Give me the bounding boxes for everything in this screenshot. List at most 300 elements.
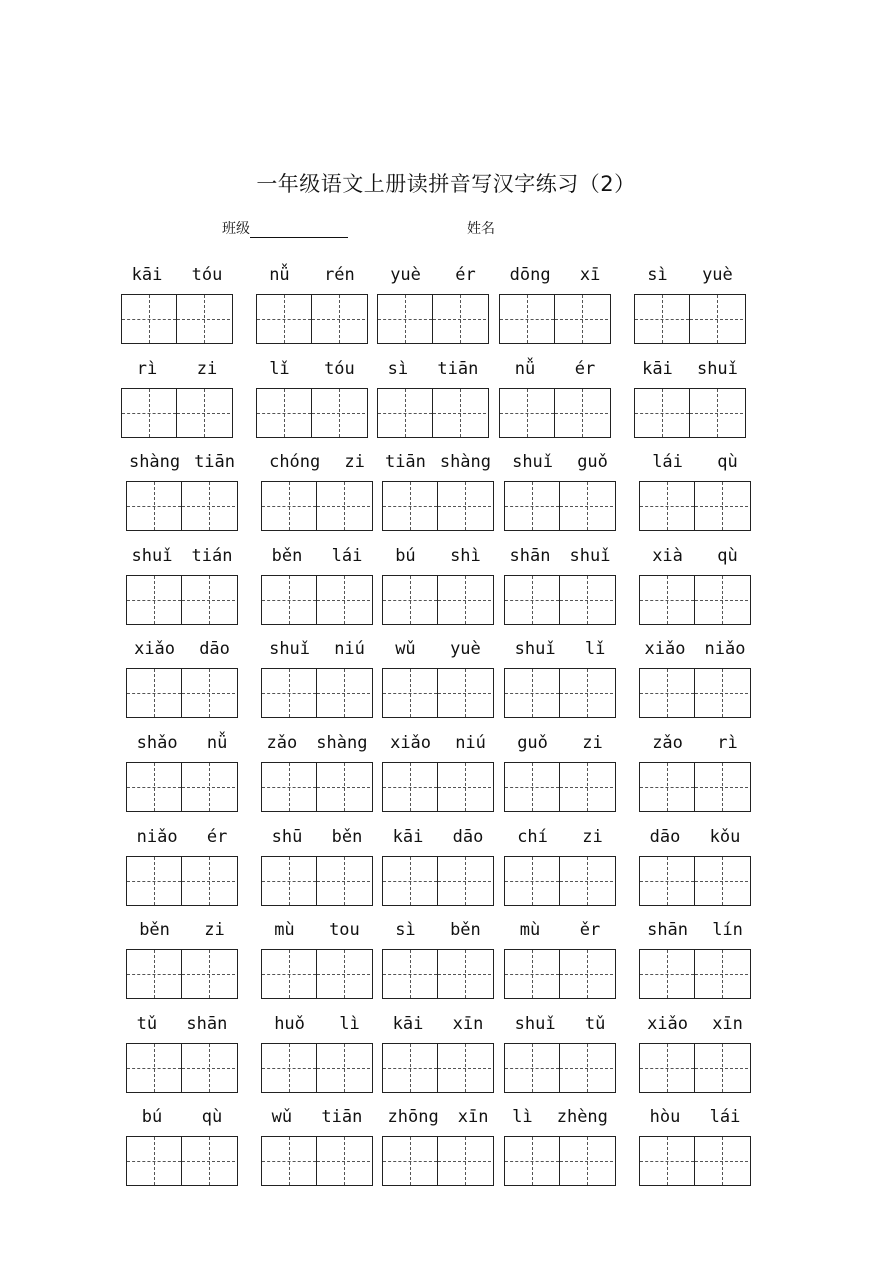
writing-boxes xyxy=(504,481,616,531)
word-cell xyxy=(382,637,494,719)
writing-boxes xyxy=(261,762,373,812)
pinyin-syllable: niú xyxy=(334,639,365,659)
pinyin-syllable: yuè xyxy=(390,265,421,285)
pinyin-syllable: yuè xyxy=(702,265,733,285)
writing-boxes xyxy=(121,294,233,344)
word-cell xyxy=(499,263,611,345)
tian-zi-box[interactable] xyxy=(383,1044,437,1092)
tian-zi-box[interactable] xyxy=(383,857,437,905)
pinyin-label xyxy=(122,637,242,661)
pinyin-syllable: kāi xyxy=(392,1014,424,1034)
writing-boxes xyxy=(261,575,373,625)
tian-zi-box[interactable] xyxy=(127,950,181,998)
word-cell xyxy=(639,1012,751,1094)
pinyin-syllable: nǚ xyxy=(269,265,290,285)
pinyin-label xyxy=(122,918,242,942)
tian-zi-box[interactable] xyxy=(505,482,559,530)
pinyin-syllable: tou xyxy=(329,920,360,940)
tian-zi-box[interactable] xyxy=(694,763,748,811)
writing-boxes xyxy=(126,1043,238,1093)
tian-zi-box[interactable] xyxy=(437,576,491,624)
tian-zi-box[interactable] xyxy=(127,576,181,624)
word-cell xyxy=(126,1012,238,1094)
tian-zi-box[interactable] xyxy=(383,669,437,717)
tian-zi-box[interactable] xyxy=(311,295,365,343)
writing-boxes xyxy=(126,949,238,999)
writing-boxes xyxy=(382,856,494,906)
tian-zi-box[interactable] xyxy=(635,295,689,343)
tian-zi-box[interactable] xyxy=(432,389,486,437)
tian-zi-box[interactable] xyxy=(554,295,608,343)
pinyin-syllable: xīn xyxy=(457,1107,489,1127)
tian-zi-box[interactable] xyxy=(176,389,230,437)
word-cell xyxy=(639,825,751,907)
pinyin-syllable: běn xyxy=(331,827,363,847)
tian-zi-box[interactable] xyxy=(505,1137,559,1185)
tian-zi-box[interactable] xyxy=(262,1044,316,1092)
writing-boxes xyxy=(639,1136,751,1186)
pinyin-syllable: zi xyxy=(204,920,225,940)
tian-zi-box[interactable] xyxy=(694,576,748,624)
pinyin-syllable: qù xyxy=(717,546,738,566)
pinyin-syllable: lì xyxy=(512,1107,533,1127)
pinyin-label xyxy=(500,825,620,849)
tian-zi-box[interactable] xyxy=(640,669,694,717)
tian-zi-box[interactable] xyxy=(181,482,235,530)
pinyin-syllable: ér xyxy=(574,359,596,379)
word-cell xyxy=(126,637,238,719)
pinyin-syllable: xiǎo xyxy=(134,639,176,659)
pinyin-label xyxy=(378,544,498,568)
tian-zi-box[interactable] xyxy=(262,576,316,624)
writing-boxes xyxy=(639,856,751,906)
writing-boxes xyxy=(261,481,373,531)
writing-boxes xyxy=(382,1043,494,1093)
page-title: 一年级语文上册读拼音写汉字练习（2） xyxy=(256,172,636,196)
tian-zi-box[interactable] xyxy=(437,950,491,998)
tian-zi-box[interactable] xyxy=(316,857,370,905)
name-field xyxy=(467,218,495,238)
tian-zi-box[interactable] xyxy=(316,482,370,530)
pinyin-label xyxy=(122,731,242,755)
tian-zi-box[interactable] xyxy=(383,950,437,998)
word-cell xyxy=(639,450,751,532)
writing-boxes xyxy=(126,856,238,906)
pinyin-label xyxy=(257,1012,377,1036)
pinyin-label xyxy=(630,263,750,287)
word-cell xyxy=(382,1105,494,1187)
word-cell xyxy=(634,357,746,439)
pinyin-syllable: rì xyxy=(717,733,738,753)
word-cell xyxy=(639,918,751,1000)
tian-zi-box[interactable] xyxy=(640,1137,694,1185)
writing-boxes xyxy=(261,856,373,906)
tian-zi-box[interactable] xyxy=(127,857,181,905)
pinyin-label xyxy=(122,1105,242,1129)
tian-zi-box[interactable] xyxy=(257,389,311,437)
tian-zi-box[interactable] xyxy=(689,295,743,343)
name-label: 姓名 xyxy=(467,221,495,237)
word-cell xyxy=(126,450,238,532)
writing-boxes xyxy=(504,1043,616,1093)
pinyin-syllable: zi xyxy=(344,452,365,472)
tian-zi-box[interactable] xyxy=(559,763,613,811)
pinyin-syllable: tóu xyxy=(324,359,355,379)
tian-zi-box[interactable] xyxy=(559,950,613,998)
writing-boxes xyxy=(261,1043,373,1093)
tian-zi-box[interactable] xyxy=(316,950,370,998)
tian-zi-box[interactable] xyxy=(640,950,694,998)
pinyin-syllable: rì xyxy=(136,359,158,379)
writing-boxes xyxy=(256,388,368,438)
exercise-grid xyxy=(0,263,892,1203)
pinyin-syllable: tiān xyxy=(321,1107,363,1127)
pinyin-syllable: shuǐ xyxy=(696,359,738,379)
tian-zi-box[interactable] xyxy=(640,482,694,530)
writing-boxes xyxy=(377,388,489,438)
pinyin-label xyxy=(378,450,498,474)
exercise-row xyxy=(0,450,892,540)
word-cell xyxy=(504,1012,616,1094)
pinyin-syllable: shuǐ xyxy=(514,639,556,659)
tian-zi-box[interactable] xyxy=(505,576,559,624)
tian-zi-box[interactable] xyxy=(640,576,694,624)
writing-boxes xyxy=(504,856,616,906)
tian-zi-box[interactable] xyxy=(432,295,486,343)
pinyin-syllable: niǎo xyxy=(704,639,746,659)
pinyin-label xyxy=(122,825,242,849)
word-cell xyxy=(382,825,494,907)
pinyin-syllable: tóu xyxy=(191,265,223,285)
tian-zi-box[interactable] xyxy=(505,857,559,905)
exercise-row xyxy=(0,825,892,915)
pinyin-label xyxy=(378,1105,498,1129)
exercise-row xyxy=(0,731,892,821)
tian-zi-box[interactable] xyxy=(383,1137,437,1185)
tian-zi-box[interactable] xyxy=(559,857,613,905)
tian-zi-box[interactable] xyxy=(689,389,743,437)
pinyin-syllable: guǒ xyxy=(577,452,608,472)
pinyin-label xyxy=(252,263,372,287)
tian-zi-box[interactable] xyxy=(437,1137,491,1185)
word-cell xyxy=(377,263,489,345)
tian-zi-box[interactable] xyxy=(122,389,176,437)
tian-zi-box[interactable] xyxy=(554,389,608,437)
tian-zi-box[interactable] xyxy=(505,763,559,811)
exercise-row xyxy=(0,357,892,447)
pinyin-syllable: wǔ xyxy=(271,1107,293,1127)
word-cell xyxy=(261,544,373,626)
writing-boxes xyxy=(639,1043,751,1093)
tian-zi-box[interactable] xyxy=(378,389,432,437)
pinyin-syllable: shū xyxy=(271,827,303,847)
word-cell xyxy=(504,450,616,532)
pinyin-syllable: chóng xyxy=(269,452,321,472)
tian-zi-box[interactable] xyxy=(262,763,316,811)
pinyin-syllable: zi xyxy=(196,359,218,379)
pinyin-label xyxy=(500,1105,620,1129)
pinyin-syllable: hòu xyxy=(649,1107,681,1127)
pinyin-syllable: kāi xyxy=(642,359,673,379)
writing-boxes xyxy=(121,388,233,438)
pinyin-syllable: yuè xyxy=(450,639,481,659)
pinyin-label xyxy=(122,450,242,474)
pinyin-label xyxy=(500,918,620,942)
pinyin-label xyxy=(122,544,242,568)
tian-zi-box[interactable] xyxy=(694,950,748,998)
tian-zi-box[interactable] xyxy=(500,389,554,437)
pinyin-syllable: qù xyxy=(717,452,738,472)
pinyin-syllable: lǐ xyxy=(269,359,290,379)
pinyin-label xyxy=(635,1012,755,1036)
pinyin-syllable: mù xyxy=(274,920,295,940)
tian-zi-box[interactable] xyxy=(127,1044,181,1092)
pinyin-syllable: tǔ xyxy=(584,1014,606,1034)
pinyin-syllable: tián xyxy=(191,546,233,566)
tian-zi-box[interactable] xyxy=(181,857,235,905)
pinyin-label xyxy=(373,357,493,381)
writing-boxes xyxy=(504,575,616,625)
tian-zi-box[interactable] xyxy=(181,1137,235,1185)
tian-zi-box[interactable] xyxy=(316,669,370,717)
word-cell xyxy=(382,1012,494,1094)
writing-boxes xyxy=(126,1136,238,1186)
pinyin-label xyxy=(257,1105,377,1129)
word-cell xyxy=(639,731,751,813)
tian-zi-box[interactable] xyxy=(316,1044,370,1092)
writing-boxes xyxy=(382,949,494,999)
tian-zi-box[interactable] xyxy=(559,1044,613,1092)
writing-boxes xyxy=(261,949,373,999)
pinyin-syllable: kāi xyxy=(131,265,163,285)
tian-zi-box[interactable] xyxy=(559,482,613,530)
tian-zi-box[interactable] xyxy=(181,1044,235,1092)
pinyin-syllable: shuǐ xyxy=(514,1014,556,1034)
tian-zi-box[interactable] xyxy=(262,1137,316,1185)
pinyin-syllable: rén xyxy=(324,265,355,285)
pinyin-syllable: tǔ xyxy=(136,1014,158,1034)
pinyin-syllable: xīn xyxy=(712,1014,743,1034)
pinyin-label xyxy=(500,731,620,755)
pinyin-label xyxy=(635,544,755,568)
tian-zi-box[interactable] xyxy=(640,763,694,811)
pinyin-label xyxy=(630,357,750,381)
pinyin-syllable: xī xyxy=(579,265,601,285)
tian-zi-box[interactable] xyxy=(257,295,311,343)
pinyin-label xyxy=(378,731,498,755)
pinyin-syllable: bú xyxy=(141,1107,163,1127)
writing-boxes xyxy=(504,1136,616,1186)
tian-zi-box[interactable] xyxy=(176,295,230,343)
pinyin-syllable: shuǐ xyxy=(512,452,554,472)
tian-zi-box[interactable] xyxy=(262,669,316,717)
word-cell xyxy=(504,825,616,907)
pinyin-label xyxy=(500,637,620,661)
tian-zi-box[interactable] xyxy=(316,576,370,624)
writing-boxes xyxy=(639,481,751,531)
writing-boxes xyxy=(126,668,238,718)
pinyin-syllable: chí xyxy=(517,827,548,847)
word-cell xyxy=(639,1105,751,1187)
pinyin-syllable: běn xyxy=(271,546,303,566)
tian-zi-box[interactable] xyxy=(383,482,437,530)
tian-zi-box[interactable] xyxy=(694,1044,748,1092)
pinyin-label xyxy=(378,825,498,849)
tian-zi-box[interactable] xyxy=(262,950,316,998)
tian-zi-box[interactable] xyxy=(437,1044,491,1092)
word-cell xyxy=(382,544,494,626)
tian-zi-box[interactable] xyxy=(437,669,491,717)
exercise-row xyxy=(0,1105,892,1195)
tian-zi-box[interactable] xyxy=(316,763,370,811)
tian-zi-box[interactable] xyxy=(437,482,491,530)
word-cell xyxy=(499,357,611,439)
tian-zi-box[interactable] xyxy=(181,763,235,811)
word-cell xyxy=(261,1012,373,1094)
pinyin-syllable: ér xyxy=(206,827,228,847)
word-cell xyxy=(126,731,238,813)
tian-zi-box[interactable] xyxy=(559,1137,613,1185)
writing-boxes xyxy=(377,294,489,344)
word-cell xyxy=(377,357,489,439)
word-cell xyxy=(126,825,238,907)
word-cell xyxy=(382,450,494,532)
tian-zi-box[interactable] xyxy=(500,295,554,343)
pinyin-syllable: nǚ xyxy=(206,733,228,753)
tian-zi-box[interactable] xyxy=(316,1137,370,1185)
tian-zi-box[interactable] xyxy=(437,763,491,811)
pinyin-syllable: lín xyxy=(712,920,743,940)
writing-boxes xyxy=(504,762,616,812)
word-cell xyxy=(504,731,616,813)
pinyin-syllable: nǚ xyxy=(514,359,536,379)
pinyin-label xyxy=(500,1012,620,1036)
pinyin-label xyxy=(635,450,755,474)
class-field xyxy=(222,218,348,238)
pinyin-syllable: shān xyxy=(647,920,689,940)
tian-zi-box[interactable] xyxy=(127,1137,181,1185)
word-cell xyxy=(639,637,751,719)
pinyin-label xyxy=(257,731,377,755)
writing-boxes xyxy=(126,575,238,625)
tian-zi-box[interactable] xyxy=(694,857,748,905)
pinyin-syllable: niú xyxy=(455,733,486,753)
tian-zi-box[interactable] xyxy=(505,1044,559,1092)
tian-zi-box[interactable] xyxy=(505,950,559,998)
exercise-row xyxy=(0,918,892,1008)
tian-zi-box[interactable] xyxy=(262,482,316,530)
writing-boxes xyxy=(256,294,368,344)
pinyin-syllable: shān xyxy=(509,546,551,566)
pinyin-label xyxy=(122,1012,242,1036)
word-cell xyxy=(256,263,368,345)
writing-boxes xyxy=(499,388,611,438)
pinyin-syllable: tiān xyxy=(437,359,479,379)
tian-zi-box[interactable] xyxy=(694,669,748,717)
pinyin-syllable: qù xyxy=(201,1107,223,1127)
word-cell xyxy=(261,1105,373,1187)
word-cell xyxy=(504,544,616,626)
pinyin-label xyxy=(500,544,620,568)
tian-zi-box[interactable] xyxy=(127,482,181,530)
pinyin-syllable: lái xyxy=(652,452,683,472)
pinyin-label xyxy=(635,637,755,661)
word-cell xyxy=(382,731,494,813)
pinyin-syllable: kǒu xyxy=(709,827,741,847)
tian-zi-box[interactable] xyxy=(181,669,235,717)
pinyin-syllable: guǒ xyxy=(517,733,548,753)
writing-boxes xyxy=(634,294,746,344)
tian-zi-box[interactable] xyxy=(127,669,181,717)
exercise-row xyxy=(0,1012,892,1102)
pinyin-syllable: běn xyxy=(139,920,170,940)
tian-zi-box[interactable] xyxy=(640,857,694,905)
tian-zi-box[interactable] xyxy=(694,482,748,530)
tian-zi-box[interactable] xyxy=(122,295,176,343)
pinyin-syllable: zi xyxy=(582,733,603,753)
word-cell xyxy=(126,544,238,626)
pinyin-syllable: zhèng xyxy=(556,1107,608,1127)
writing-boxes xyxy=(499,294,611,344)
pinyin-syllable: xīn xyxy=(452,1014,484,1034)
tian-zi-box[interactable] xyxy=(181,950,235,998)
tian-zi-box[interactable] xyxy=(559,576,613,624)
tian-zi-box[interactable] xyxy=(262,857,316,905)
tian-zi-box[interactable] xyxy=(127,763,181,811)
tian-zi-box[interactable] xyxy=(437,857,491,905)
pinyin-label xyxy=(635,731,755,755)
tian-zi-box[interactable] xyxy=(311,389,365,437)
tian-zi-box[interactable] xyxy=(505,669,559,717)
tian-zi-box[interactable] xyxy=(640,1044,694,1092)
writing-boxes xyxy=(382,668,494,718)
tian-zi-box[interactable] xyxy=(635,389,689,437)
pinyin-label xyxy=(635,918,755,942)
pinyin-syllable: lái xyxy=(709,1107,741,1127)
pinyin-syllable: xiǎo xyxy=(647,1014,689,1034)
tian-zi-box[interactable] xyxy=(694,1137,748,1185)
pinyin-syllable: tiān xyxy=(384,452,426,472)
writing-boxes xyxy=(382,575,494,625)
pinyin-label xyxy=(500,450,620,474)
writing-boxes xyxy=(261,1136,373,1186)
tian-zi-box[interactable] xyxy=(559,669,613,717)
word-cell xyxy=(634,263,746,345)
class-blank-line xyxy=(250,221,348,238)
exercise-row xyxy=(0,544,892,634)
pinyin-syllable: lǐ xyxy=(584,639,606,659)
pinyin-syllable: huǒ xyxy=(274,1014,305,1034)
pinyin-syllable: zi xyxy=(582,827,603,847)
tian-zi-box[interactable] xyxy=(378,295,432,343)
tian-zi-box[interactable] xyxy=(383,763,437,811)
pinyin-syllable: zǎo xyxy=(652,733,683,753)
pinyin-label xyxy=(257,918,377,942)
pinyin-syllable: mù xyxy=(519,920,541,940)
pinyin-label xyxy=(378,918,498,942)
word-cell xyxy=(504,1105,616,1187)
tian-zi-box[interactable] xyxy=(181,576,235,624)
writing-boxes xyxy=(261,668,373,718)
word-cell xyxy=(261,450,373,532)
tian-zi-box[interactable] xyxy=(383,576,437,624)
word-cell xyxy=(382,918,494,1000)
pinyin-syllable: dāo xyxy=(649,827,681,847)
pinyin-syllable: zhōng xyxy=(387,1107,439,1127)
pinyin-label xyxy=(378,637,498,661)
pinyin-syllable: niǎo xyxy=(136,827,178,847)
pinyin-syllable: xiǎo xyxy=(644,639,686,659)
